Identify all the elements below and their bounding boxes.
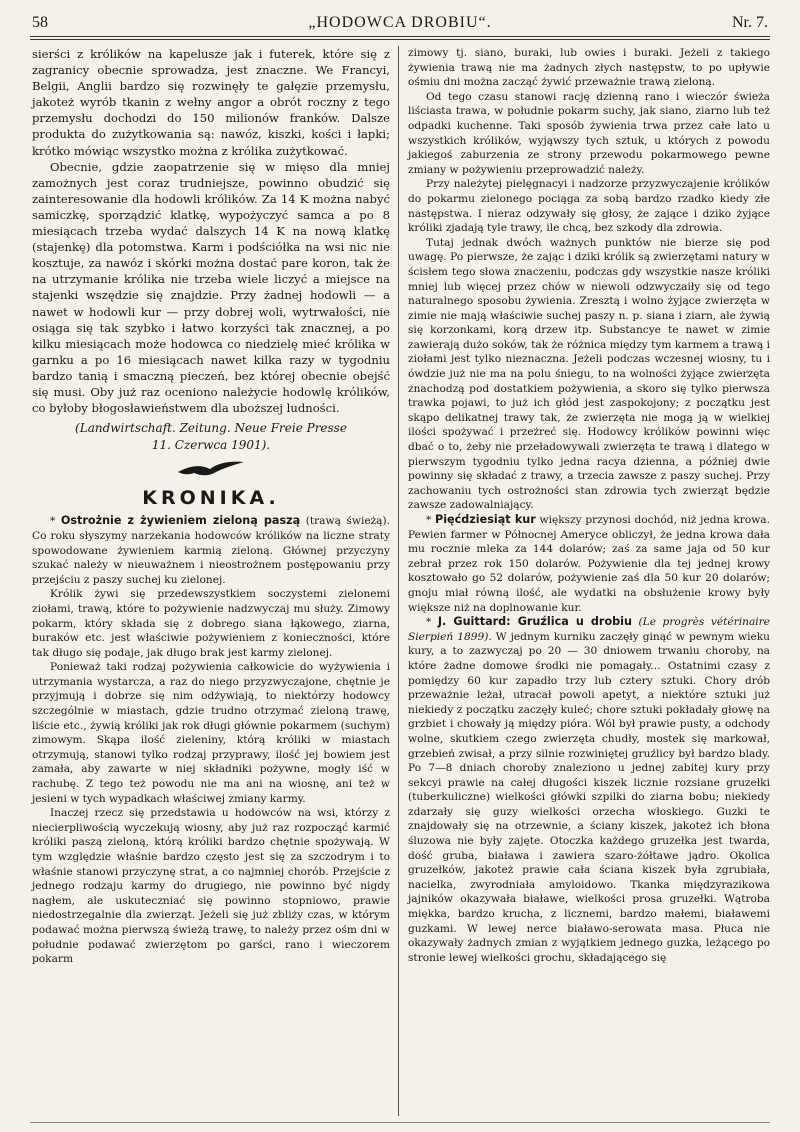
kronika-item [408, 615, 770, 965]
kronika-text: większy przynosi dochód, niż jedna krowa. Pewien farmer w Północnej Ameryce obliczył, że jedna krowa dała mu rocznie mleka za 144 dolarów; zaś za same jaja od 50 kur zebrał przez rok 150 dolarów. Pożywienie dla tej jednej krowy kosztowało go 52 dolarów, pożywienie zaś dla 50 kur 20 dolarów; gnoju miał równą ilość, ale wydatki na obsłużenie krowy były większe niż na doplnowanie kur. [408, 514, 770, 614]
citation [32, 420, 390, 454]
citation-line: 11. Czerwca 1901). [151, 438, 271, 453]
kronika-star: * [426, 616, 432, 629]
header-rule-double [30, 39, 770, 40]
kronika-star: * [50, 515, 56, 528]
paragraph: Tutaj jednak dwóch ważnych punktów nie bierze się pod uwagę. Po pierwsze, że zając i dziki królik są zwierzętami natury w ścisłem tego słowa znaczeniu, podczas gdy wszystkie nasze króliki mniej lub więcej przez chów w niewoli odzwyczaiły się od tego naturalnego sposobu żywienia. Zresztą i wolno żyjące zwierzęta w zimie nie mają właściwie suchej paszy n. p. siana i ziarn, ale żywią się korzonkami, korą drzew itp. Substancye te nawet w zimie zawierają dużo soków, tak że różnica między tym karmem a trawą i ziołami jest tylko nieznaczna. Jeżeli podczas wczesnej wiosny, tu i ówdzie już nie ma na polu śniegu, to na wolności żyjące zwierzęta znachodzą pod dostatkiem pożywienia, a skoro się tylko pierwsza trawka pojawi, to już ich głód jest zaspokojony; z początku jest skąpo delikatnej trawy tak, że zwierzęta nie mogą ją w wielkiej ilości spożywać i przeżreć się. Hodowcy królików powinni więc dbać o to, żeby nie przeładowywali zwierzęta te trawą i dlatego w pierwszym tygodniu tylko jedna racya dzienna, a później dwie powinny się składać z trawy, a trzecia zawsze z paszy suchej. Przy zachowaniu tych ostrożności stan zdrowia tych zwierząt będzie zawsze zadowalniający. [408, 236, 770, 512]
section-title-kronika: KRONIKA. [142, 487, 280, 510]
kronika-star: * [426, 514, 432, 526]
paragraph: Przy należytej pielęgnacyi i nadzorze przyzwyczajenie królików do pokarmu zielonego pociąga za sobą bardzo rzadko kiedy złe następstwa. I nieraz odzywały się głosy, że zające i dziko żyjące króliki zjadają tyle trawy, ile chcą, bez szkody dla zdrowia. [408, 178, 770, 235]
swallow-ornament-icon [32, 458, 390, 484]
paragraph: Inaczej rzecz się przedstawia u hodowców na wsi, którzy z niecierpliwością wyczekują wiosny, aby już raz rozpocząć karmić króliki paszą zieloną, którą króliki bardzo chętnie spożywają. W tym względzie właśnie bardzo często jest się za szczodrym i to właśnie stanowi przyczynę strat, a co najmniej chorób. Przejście z jednego rodzaju karmy do drugiego, nie powinno być nigdy nagłem, ale uskuteczniać się powinno stopniowo, prawie niedostrzegalnie dla zwierząt. Jeżeli się już zbliży czas, w którym podawać można pierwszą świeżą trawę, to należy przez ośm dni w południe podawać zwierzętom po garści, rano i wieczorem pokarm [32, 807, 390, 966]
paragraph: Obecnie, gdzie zaopatrzenie się w mięso dla mniej zamożnych jest coraz trudniejsze, powinno obudzić się zainteresowanie dla hodowli królików. Za 14 K można nabyć samiczkę, sporządzić klatkę, wypożyczyć samca a po 8 miesiącach trzeba wydać dalszych 14 K na nową klatkę (stajenkę) dla potomstwa. Karm i podściółka na wsi nic nie kosztuje, za nawóz i skórki można dostać pare koron, tak że na utrzymanie królika nie trzeba wiele liczyć a miejsce na stajenki wszędzie się znajdzie. Przy żadnej hodowli — a nawet w hodowli kur — przy dobrej woli, wytrwałości, nie osiąga się tak szybko i łatwo korzyści tak znacznej, a po kilku miesiącach może hodowca co niedzielę mieć królika w garnku a po 16 miesiącach nawet kilka razy w tygodniu bardzo tanią i smaczną pieczeń, bez której obecnie obejść się musi. Oby już raz oceniono należycie hodowlę królików, co byłoby błogosławieństwem dla uboższej ludności. [32, 159, 390, 416]
issue-number: Nr. 7. [732, 14, 768, 31]
left-column [32, 46, 390, 967]
journal-title: „HODOWCA DROBIU“. [308, 14, 492, 31]
paragraph: zimowy tj. siano, buraki, lub owies i buraki. Jeżeli z takiego żywienia trawą nie ma żadnych złych następstw, to po upływie ośmiu dni można zacząć żywić przeważnie trawą zieloną. [408, 47, 770, 89]
paragraph: Królik żywi się przedewszystkiem soczystemi zielonemi ziołami, trawą, które to pożywienie nadzwyczaj mu służy. Zimowy pokarm, który składa się z dobrego siana łąkowego, ziarna, buraków etc. jest właściwie pożywieniem z konieczności, które tak długo się podaje, jak długo brak jest karmy zielonej. [32, 588, 390, 659]
kronika-text: W jednym kurniku zaczęły ginąć w pewnym wieku kury, a to zazwyczaj po 20 — 30 dniowem trwaniu choroby, na które żadne domowe środki nie pomagały... Ostatnimi czasy z pomiędzy 60 kur zapadło trzy lub cztery sztuki. Chory drób przeważnie leżał, utracał powoli apetyt, a niektóre sztuki już niekiedy z początku zaczęły kuleć; chore sztuki pokładały głowę na grzbiet i chowały ją między pióra. Wól był prawie pusty, a odchody wolne, skutkiem czego zwierzęta chudły, mostek się markował, grzebień zwisał, a przy silnie rozwiniętej gruźlicy był bardzo blady. Po 7—8 dniach choroby znaleziono u jednej zabitej kury przy sekcyi prawie na całej długości kiszek licznie rozsiane gruzełki (tuberkuliczne) wielkości główki szpilki do ziarna bobu; niekiedy zdarzały się guzy wielkości orzecha włoskiego. Guzki te znajdowały się na otrzewnie, a ściany kiszek, jakoteż ich błona śluzowa nie były zajęte. Otoczka każdego gruzełka jest twarda, dość gruba, biaława i zawiera szaro-żółtawe jądro. Okolica gruzełków, jakoteż prawie cała ściana kiszek była zgrubiała, nacielka, zwyrodniała amyloidowo. Tkanka międzyrazikowa jajników okazywała białawe, wielkości prosa gruzełki. Wątroba miękka, bardzo krucha, z licznemi, bardzo małemi, białawemi guzkami. W lewej nerce białawo-serowata masa. Płuca nie okazywały żadnych zmian z wyjątkiem jednego guzka, leżącego po stronie lewej wielkości grochu, składającego się [408, 630, 770, 964]
page-number: 58 [32, 14, 48, 31]
bottom-rule [30, 1122, 770, 1123]
kronika-heading: J. Guittard: Gruźlica u drobiu [437, 615, 632, 629]
kronika-heading: Pięćdziesiąt kur [435, 513, 536, 526]
paragraph: sierści z królików na kapelusze jak i futerek, które się z zagranicy obecnie sprowadza, jest znaczne. We Francyi, Belgii, Anglii bardzo się rozwinęły te gałęzie przemysłu, jakoteż wyrób tkanin z wełny angor a obrót roczny z tego przemysłu dochodzi do 150 milionów franków. Dalsze produkta do zużytkowania są: nawóz, kiszki, kości i łapki; krótko mówiąc wszystko można z królika zużytkować. [32, 47, 390, 158]
kronika-item [32, 514, 390, 587]
kronika-heading: Ostrożnie z żywieniem zieloną paszą [60, 514, 301, 528]
kronika-item [408, 513, 770, 615]
citation-line: (Landwirtschaft. Zeitung. Neue Freie Presse [75, 421, 347, 436]
kronika-source: (Le progrès vétérinaire Sierpień 1899). [408, 616, 770, 643]
paragraph: Ponieważ taki rodzaj pożywienia całkowicie do wyżywienia i utrzymania wystarcza, a raz do niego przyzwyczajone, chętnie je przyjmują i dobrze się nim odżywiają, to niektórzy hodowcy szczególnie w miastach, gdzie trudno otrzymać zieloną trawę, liście etc., żywią króliki jak rok długi głównie pokarmem (suchym) zimowym. Skąpa ilość zieleniny, którą króliki w miastach otrzymują, stanowi tylko rodzaj przyprawy, ilość jej bowiem jest zamała, aby zawarte w niej składniki pożywne, mogły iść w rachubę. Z tego też powodu nie ma ani na wiosnę, ani też w jesieni w tych wypadkach właściwej zmiany karmy. [32, 661, 390, 805]
kronika-text: (trawą świeżą). Co roku słyszymy narzekania hodowców królików na liczne straty spowodowane żywieniem karmią zieloną. Głównej przyczyny szukać należy w nieuważnem i nieostrożnem postępowaniu przy przejściu z paszy suchej ku zielonej. [32, 515, 390, 586]
right-column [408, 46, 770, 965]
page-header [30, 14, 770, 38]
header-rule [30, 36, 770, 37]
column-rule [398, 46, 399, 1116]
paragraph: Od tego czasu stanowi rację dzienną rano i wieczór świeża liściasta trawa, w południe pokarm suchy, jak siano, ziarno lub też odpadki kuchenne. Taki sposób żywienia trwa przez całe lato u wszystkich królików, wyjąwszy tych sztuk, u których z powodu jakiegoś zaburzenia ze strony przewodu pokarmowego pewne zmiany w pożywieniu przeprowadzić należy. [408, 90, 770, 176]
